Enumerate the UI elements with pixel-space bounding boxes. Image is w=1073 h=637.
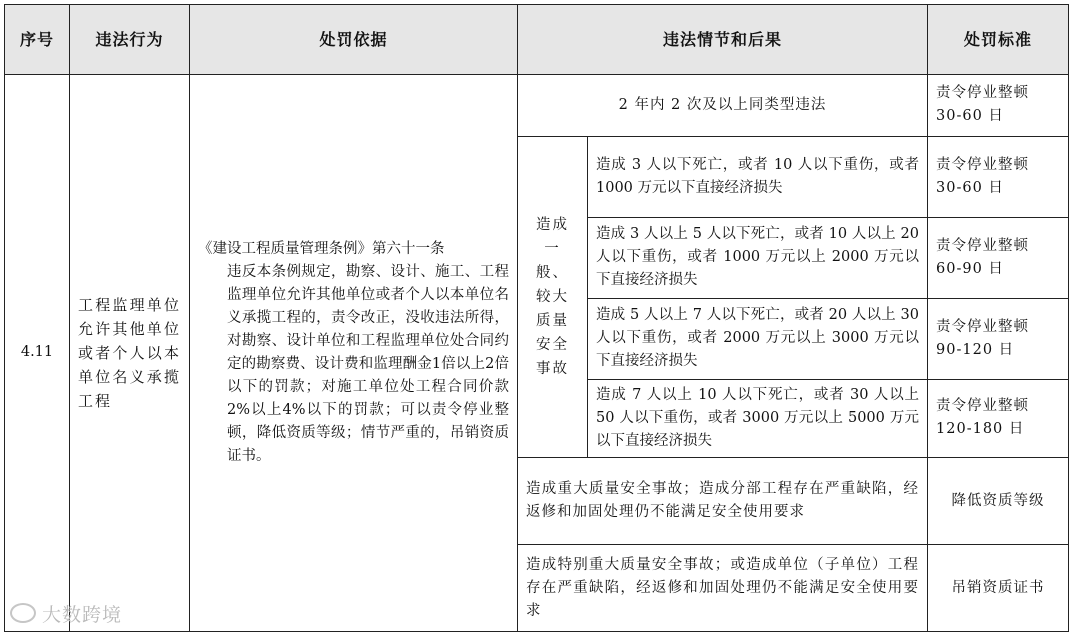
standard-cell: 责令停业整顿 120-180 日 xyxy=(928,379,1069,458)
standard-cell: 降低资质等级 xyxy=(928,458,1069,545)
circumstance-cell: 造成重大质量安全事故；造成分部工程存在严重缺陷，经返修和加固处理仍不能满足安全使用要求 xyxy=(518,458,928,545)
basis-cell xyxy=(190,74,518,631)
header-circumstance: 违法情节和后果 xyxy=(518,5,928,75)
standard-cell: 责令停业整顿 60-90 日 xyxy=(928,218,1069,299)
table-row xyxy=(5,74,1069,137)
standard-cell: 责令停业整顿 30-60 日 xyxy=(928,74,1069,137)
basis-body: 违反本条例规定，勘察、设计、施工、工程监理单位允许其他单位或者个人以本单位名义承揽工程的，责令改正，没收违法所得，对勘察、设计单位和工程监理单位处合同约定的勘察费、设计费和监理酬金1倍以上2倍以下的罚款；对施工单位处工程合同价款 2%以上4%以下的罚款；可以责令停业整顿，降低资质等级；情节严重的，吊销资质证书。 xyxy=(227,263,509,464)
circumstance-cell: 造成 3 人以下死亡，或者 10 人以下重伤，或者 1000 万元以下直接经济损失 xyxy=(588,137,928,218)
seq-cell: 4.11 xyxy=(5,74,70,631)
watermark-text: 大数跨境 xyxy=(42,604,123,626)
standard-cell: 吊销资质证书 xyxy=(928,545,1069,632)
standard-cell: 责令停业整顿 90-120 日 xyxy=(928,298,1069,379)
standard-cell: 责令停业整顿 30-60 日 xyxy=(928,137,1069,218)
circumstance-cell: 造成 7 人以上 10 人以下死亡，或者 30 人以上 50 人以下重伤，或者 3000 万元以上 5000 万元以下直接经济损失 xyxy=(588,379,928,458)
header-standard: 处罚标准 xyxy=(928,5,1069,75)
basis-title: 《建设工程质量管理条例》第六十一条 xyxy=(198,240,445,257)
watermark xyxy=(10,600,122,627)
header-behavior: 违法行为 xyxy=(70,5,190,75)
circumstance-cell: 造成特别重大质量安全事故；或造成单位（子单位）工程存在严重缺陷，经返修和加固处理仍不能满足安全使用要求 xyxy=(518,545,928,632)
circumstance-cell: 造成 5 人以上 7 人以下死亡，或者 20 人以上 30 人以下重伤，或者 2000 万元以上 3000 万元以下直接经济损失 xyxy=(588,298,928,379)
watermark-logo-icon xyxy=(10,603,36,623)
penalty-table xyxy=(4,4,1069,632)
behavior-cell: 工程监理单位允许其他单位或者个人以本单位名义承揽工程 xyxy=(70,74,190,631)
header-basis: 处罚依据 xyxy=(190,5,518,75)
header-seq: 序号 xyxy=(5,5,70,75)
circumstance-cell: 2 年内 2 次及以上同类型违法 xyxy=(518,74,928,137)
circumstance-cell: 造成 3 人以上 5 人以下死亡，或者 10 人以上 20 人以下重伤，或者 1000 万元以上 2000 万元以下直接经济损失 xyxy=(588,218,928,299)
accident-group-cell: 造成一般、较大质量安全事故 xyxy=(518,137,588,458)
header-row xyxy=(5,5,1069,75)
